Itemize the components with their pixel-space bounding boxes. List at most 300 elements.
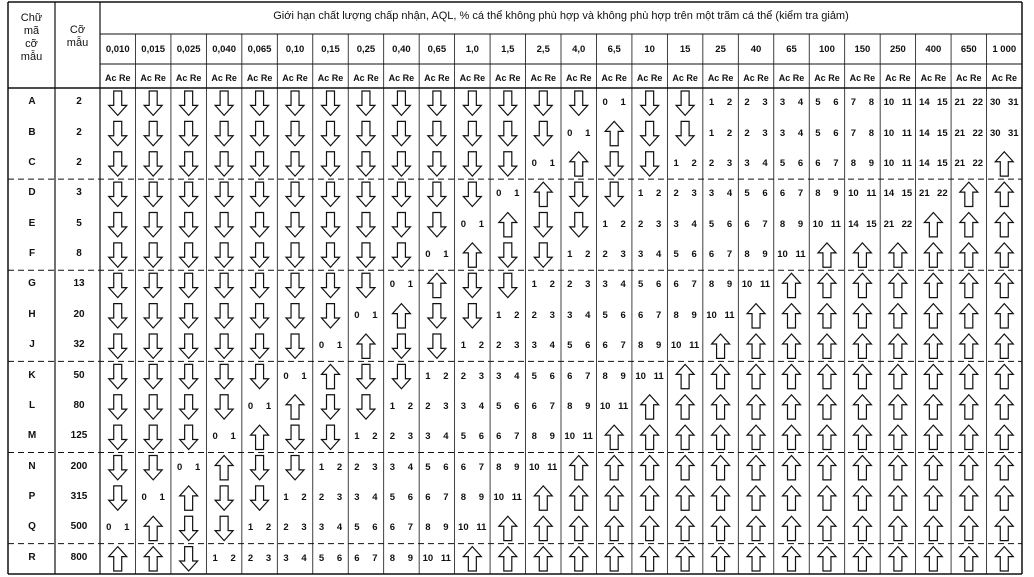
cell-re: 31: [1007, 127, 1019, 139]
cell-re: 9: [762, 249, 768, 261]
cell-re: 1: [301, 370, 307, 382]
row-letter: B: [28, 126, 36, 138]
arrow-up-icon: [960, 334, 978, 358]
cell-ac: 14: [848, 218, 859, 230]
arrow-up-icon: [995, 364, 1013, 388]
cell-re: 9: [833, 188, 839, 200]
arrow-up-icon: [995, 273, 1013, 297]
cell-ac: 2: [247, 552, 254, 564]
cell-ac: 2: [425, 400, 431, 412]
cell-re: 3: [372, 461, 378, 473]
arrow-up-icon: [960, 243, 978, 267]
arrow-up-icon: [783, 334, 801, 358]
arrow-up-icon: [960, 516, 978, 540]
cell-ac: 1: [496, 309, 502, 321]
cell-ac: 6: [567, 370, 573, 382]
cell-re: 3: [514, 340, 520, 352]
row-size: 80: [73, 399, 85, 411]
cell-re: 2: [549, 279, 555, 291]
row-letter: K: [28, 369, 36, 381]
cell-re: 15: [937, 127, 948, 139]
cell-ac: 0: [496, 188, 502, 200]
arrow-down-icon: [499, 273, 517, 297]
arrow-up-icon: [853, 304, 871, 328]
cell-ac: 6: [779, 188, 786, 200]
cell-ac: 2: [744, 127, 750, 139]
cell-re: 2: [407, 400, 414, 412]
cell-re: 8: [868, 97, 875, 109]
cell-ac: 3: [567, 309, 573, 321]
cell-re: 2: [336, 461, 343, 473]
cell-ac: 14: [919, 97, 930, 109]
arrow-up-icon: [712, 364, 730, 388]
cell-ac: 5: [567, 340, 573, 352]
arrow-down-icon: [251, 456, 269, 480]
acre-label-3: Ac Re: [211, 73, 237, 83]
cell-re: 4: [620, 279, 626, 291]
cell-ac: 10: [564, 431, 575, 443]
cell-re: 7: [514, 431, 520, 443]
cell-ac: 0: [389, 279, 396, 291]
arrow-down-icon: [463, 152, 481, 176]
arrow-down-icon: [428, 304, 446, 328]
cell-ac: 10: [670, 340, 682, 352]
arrow-up-icon: [747, 486, 765, 510]
cell-re: 11: [760, 279, 771, 291]
arrow-up-icon: [712, 516, 730, 540]
cell-re: 6: [549, 370, 555, 382]
arrow-down-icon: [463, 304, 481, 328]
cell-re: 2: [691, 157, 697, 169]
arrow-up-icon: [889, 486, 907, 510]
cell-ac: 8: [567, 400, 573, 412]
arrow-down-icon: [215, 213, 233, 237]
cell-re: 3: [336, 492, 343, 504]
arrow-up-icon: [924, 547, 942, 571]
arrow-up-icon: [995, 304, 1013, 328]
cell-ac: 2: [283, 522, 289, 534]
cell-ac: 0: [318, 340, 325, 352]
arrow-down-icon: [499, 91, 517, 115]
cell-ac: 8: [744, 249, 750, 261]
cell-re: 6: [691, 249, 697, 261]
cell-ac: 2: [531, 309, 537, 321]
header-code-letter-label: cỡ: [25, 38, 38, 50]
cell-ac: 21: [954, 157, 966, 169]
arrow-down-icon: [251, 486, 269, 510]
cell-re: 1: [620, 97, 626, 109]
cell-re: 7: [691, 279, 697, 291]
arrow-up-icon: [960, 304, 978, 328]
arrow-up-icon: [995, 395, 1013, 419]
cell-re: 4: [726, 188, 733, 200]
cell-ac: 6: [389, 522, 396, 534]
arrow-up-icon: [818, 486, 836, 510]
cell-ac: 2: [708, 157, 715, 169]
header-sample-size-label: mẫu: [66, 37, 89, 49]
arrow-down-icon: [144, 182, 162, 206]
row-letter: L: [28, 399, 36, 411]
arrow-down-icon: [322, 273, 340, 297]
cell-ac: 5: [460, 431, 466, 443]
arrow-down-icon: [570, 91, 588, 115]
cell-ac: 5: [637, 279, 644, 291]
arrow-up-icon: [676, 547, 694, 571]
cell-re: 3: [265, 552, 272, 564]
arrow-down-icon: [180, 516, 198, 540]
arrow-down-icon: [286, 213, 304, 237]
arrow-down-icon: [144, 152, 162, 176]
arrow-up-icon: [251, 425, 269, 449]
arrow-down-icon: [357, 152, 375, 176]
cell-ac: 10: [706, 309, 717, 321]
cell-ac: 8: [496, 461, 502, 473]
aql-level-12: 2,5: [536, 44, 550, 55]
arrow-down-icon: [534, 243, 552, 267]
cell-ac: 8: [389, 552, 396, 564]
arrow-down-icon: [322, 304, 340, 328]
arrow-down-icon: [392, 91, 410, 115]
arrow-up-icon: [889, 273, 907, 297]
arrow-down-icon: [251, 213, 269, 237]
cell-re: 4: [514, 370, 520, 382]
arrow-down-icon: [215, 364, 233, 388]
arrow-up-icon: [605, 547, 623, 571]
row-size: 3: [76, 187, 82, 199]
cell-re: 3: [655, 218, 662, 230]
row-size: 2: [76, 96, 82, 108]
arrow-up-icon: [676, 456, 694, 480]
arrow-up-icon: [889, 395, 907, 419]
cell-ac: 0: [460, 218, 466, 230]
cell-re: 4: [585, 309, 591, 321]
cell-re: 11: [866, 188, 877, 200]
arrow-up-icon: [889, 304, 907, 328]
cell-re: 7: [726, 249, 733, 261]
cell-ac: 0: [106, 522, 112, 534]
aql-level-7: 0,25: [356, 44, 376, 55]
cell-ac: 8: [673, 309, 679, 321]
row-letter: E: [28, 217, 36, 229]
cell-ac: 1: [708, 127, 715, 139]
row-letter: A: [28, 96, 36, 108]
arrow-up-icon: [747, 334, 765, 358]
arrow-up-icon: [853, 395, 871, 419]
acre-label-17: Ac Re: [707, 73, 734, 83]
cell-ac: 1: [247, 522, 254, 534]
cell-ac: 8: [425, 522, 431, 534]
arrow-up-icon: [853, 364, 871, 388]
arrow-down-icon: [322, 91, 340, 115]
arrow-up-icon: [818, 273, 836, 297]
arrow-down-icon: [251, 243, 269, 267]
cell-ac: 1: [637, 188, 644, 200]
arrow-down-icon: [463, 273, 481, 297]
cell-re: 7: [762, 218, 768, 230]
arrow-down-icon: [109, 243, 127, 267]
arrow-down-icon: [322, 395, 340, 419]
cell-ac: 1: [389, 400, 396, 412]
arrow-down-icon: [322, 213, 340, 237]
arrow-up-icon: [995, 334, 1013, 358]
acre-label-1: Ac Re: [140, 73, 166, 83]
cell-re: 2: [514, 309, 520, 321]
row-size: 8: [76, 248, 82, 260]
arrow-down-icon: [676, 121, 694, 145]
arrow-down-icon: [144, 456, 162, 480]
cell-re: 6: [372, 522, 378, 534]
cell-ac: 30: [989, 127, 1001, 139]
cell-ac: 5: [815, 127, 821, 139]
arrow-up-icon: [960, 182, 978, 206]
cell-re: 4: [797, 97, 804, 109]
row-letter: P: [28, 491, 36, 503]
cell-ac: 5: [531, 370, 537, 382]
cell-re: 2: [585, 249, 591, 261]
cell-re: 6: [585, 340, 591, 352]
cell-re: 6: [762, 188, 768, 200]
acre-label-25: Ac Re: [991, 73, 1018, 83]
arrow-up-icon: [747, 425, 765, 449]
cell-ac: 6: [744, 218, 750, 230]
cell-re: 9: [655, 340, 662, 352]
cell-ac: 2: [460, 370, 466, 382]
cell-ac: 6: [425, 492, 431, 504]
arrow-up-icon: [818, 243, 836, 267]
arrow-up-icon: [712, 395, 730, 419]
cell-re: 22: [972, 127, 984, 139]
cell-ac: 14: [919, 157, 930, 169]
arrow-down-icon: [428, 334, 446, 358]
arrow-down-icon: [322, 425, 340, 449]
arrow-down-icon: [392, 182, 410, 206]
arrow-down-icon: [215, 121, 233, 145]
cell-ac: 1: [460, 340, 466, 352]
cell-re: 9: [797, 218, 804, 230]
arrow-up-icon: [924, 456, 942, 480]
header-sample-size-label: Cỡ: [69, 24, 86, 36]
aql-level-21: 150: [854, 44, 871, 55]
arrow-down-icon: [251, 182, 269, 206]
arrow-up-icon: [783, 395, 801, 419]
aql-level-2: 0,025: [176, 44, 201, 55]
cell-re: 2: [478, 340, 484, 352]
cell-re: 2: [620, 218, 626, 230]
arrow-up-icon: [747, 395, 765, 419]
aql-level-4: 0,065: [247, 44, 272, 55]
arrow-down-icon: [215, 516, 233, 540]
aql-level-8: 0,40: [392, 44, 411, 55]
arrow-up-icon: [676, 516, 694, 540]
cell-re: 4: [372, 492, 378, 504]
arrow-up-icon: [783, 273, 801, 297]
arrow-down-icon: [428, 182, 446, 206]
arrow-up-icon: [889, 243, 907, 267]
cell-ac: 5: [354, 522, 360, 534]
row-size: 20: [73, 308, 85, 320]
cell-re: 9: [549, 431, 555, 443]
arrow-up-icon: [924, 334, 942, 358]
cell-ac: 8: [815, 188, 821, 200]
cell-ac: 10: [848, 188, 859, 200]
arrow-down-icon: [144, 121, 162, 145]
arrow-up-icon: [180, 486, 198, 510]
arrow-up-icon: [924, 516, 942, 540]
cell-re: 11: [582, 431, 593, 443]
cell-ac: 8: [637, 340, 644, 352]
arrow-up-icon: [924, 213, 942, 237]
row-letter: H: [28, 308, 36, 320]
arrow-down-icon: [357, 91, 375, 115]
cell-ac: 5: [744, 188, 750, 200]
arrow-down-icon: [392, 213, 410, 237]
arrow-down-icon: [180, 304, 198, 328]
arrow-down-icon: [109, 304, 127, 328]
arrow-down-icon: [180, 425, 198, 449]
cell-ac: 1: [283, 492, 289, 504]
cell-re: 4: [407, 461, 414, 473]
cell-re: 3: [585, 279, 591, 291]
cell-re: 6: [514, 400, 520, 412]
aql-level-5: 0,10: [285, 44, 305, 55]
arrow-down-icon: [428, 213, 446, 237]
cell-re: 1: [372, 309, 378, 321]
cell-re: 4: [797, 127, 804, 139]
cell-re: 6: [478, 431, 484, 443]
cell-ac: 5: [389, 492, 396, 504]
cell-ac: 10: [883, 127, 895, 139]
arrow-down-icon: [215, 182, 233, 206]
aql-level-25: 1 000: [992, 44, 1017, 55]
arrow-up-icon: [853, 456, 871, 480]
cell-ac: 6: [354, 552, 360, 564]
cell-re: 11: [901, 157, 912, 169]
cell-re: 7: [478, 461, 484, 473]
cell-ac: 10: [635, 370, 646, 382]
arrow-up-icon: [995, 182, 1013, 206]
arrow-up-icon: [889, 547, 907, 571]
arrow-down-icon: [605, 182, 623, 206]
cell-re: 7: [833, 157, 839, 169]
cell-ac: 2: [744, 97, 750, 109]
cell-re: 3: [762, 97, 768, 109]
arrow-down-icon: [251, 304, 269, 328]
acre-label-13: Ac Re: [565, 73, 592, 83]
cell-re: 4: [762, 157, 768, 169]
row-letter: D: [28, 187, 36, 199]
acre-label-18: Ac Re: [743, 73, 769, 83]
arrow-down-icon: [286, 152, 304, 176]
arrow-up-icon: [641, 456, 659, 480]
arrow-down-icon: [357, 243, 375, 267]
arrow-down-icon: [251, 364, 269, 388]
cell-re: 11: [901, 127, 912, 139]
row-size: 2: [76, 156, 82, 168]
arrow-up-icon: [818, 304, 836, 328]
arrow-down-icon: [499, 121, 517, 145]
cell-ac: 8: [602, 370, 608, 382]
arrow-up-icon: [570, 486, 588, 510]
arrow-up-icon: [853, 243, 871, 267]
cell-ac: 8: [850, 157, 857, 169]
arrow-up-icon: [570, 547, 588, 571]
cell-re: 4: [336, 522, 343, 534]
arrow-down-icon: [109, 486, 127, 510]
acre-label-4: Ac Re: [246, 73, 273, 83]
cell-ac: 3: [779, 127, 786, 139]
arrow-up-icon: [818, 425, 836, 449]
cell-re: 3: [478, 370, 484, 382]
arrow-down-icon: [641, 152, 659, 176]
arrow-down-icon: [641, 121, 659, 145]
cell-re: 6: [620, 309, 626, 321]
arrow-up-icon: [747, 304, 765, 328]
arrow-down-icon: [357, 395, 375, 419]
header-code-letter-label: mã: [23, 25, 40, 37]
arrow-down-icon: [357, 121, 375, 145]
arrow-up-icon: [747, 516, 765, 540]
cell-re: 11: [689, 340, 700, 352]
cell-re: 1: [478, 218, 484, 230]
cell-re: 7: [407, 522, 414, 534]
cell-re: 9: [407, 552, 414, 564]
arrow-down-icon: [463, 91, 481, 115]
aql-level-17: 25: [715, 44, 726, 55]
cell-ac: 0: [212, 431, 218, 443]
arrow-down-icon: [109, 334, 127, 358]
arrow-down-icon: [286, 91, 304, 115]
row-letter: N: [28, 460, 36, 472]
cell-re: 1: [549, 157, 555, 169]
arrow-down-icon: [463, 182, 481, 206]
cell-re: 7: [585, 370, 591, 382]
cell-re: 8: [868, 127, 875, 139]
arrow-down-icon: [286, 456, 304, 480]
cell-ac: 8: [531, 431, 537, 443]
cell-ac: 2: [637, 218, 644, 230]
cell-ac: 14: [883, 188, 895, 200]
arrow-down-icon: [215, 243, 233, 267]
arrow-up-icon: [747, 456, 765, 480]
arrow-down-icon: [109, 364, 127, 388]
cell-re: 1: [194, 461, 201, 473]
arrow-up-icon: [889, 364, 907, 388]
row-size: 32: [73, 339, 85, 351]
cell-re: 6: [443, 461, 449, 473]
cell-ac: 3: [496, 370, 502, 382]
arrow-down-icon: [215, 334, 233, 358]
aql-level-14: 6,5: [607, 44, 621, 55]
cell-re: 2: [726, 97, 733, 109]
arrow-up-icon: [747, 547, 765, 571]
cell-ac: 10: [422, 552, 434, 564]
cell-re: 7: [620, 340, 626, 352]
arrow-up-icon: [215, 456, 233, 480]
cell-re: 3: [407, 431, 414, 443]
header-code-letter-label: mẫu: [20, 51, 43, 63]
arrow-down-icon: [144, 364, 162, 388]
arrow-up-icon: [712, 425, 730, 449]
arrow-up-icon: [712, 547, 730, 571]
cell-ac: 10: [741, 279, 753, 291]
arrow-up-icon: [463, 243, 481, 267]
row-size: 5: [76, 217, 82, 229]
arrow-down-icon: [180, 547, 198, 571]
arrow-up-icon: [605, 121, 623, 145]
arrow-up-icon: [676, 395, 694, 419]
arrow-up-icon: [641, 516, 659, 540]
arrow-up-icon: [712, 334, 730, 358]
